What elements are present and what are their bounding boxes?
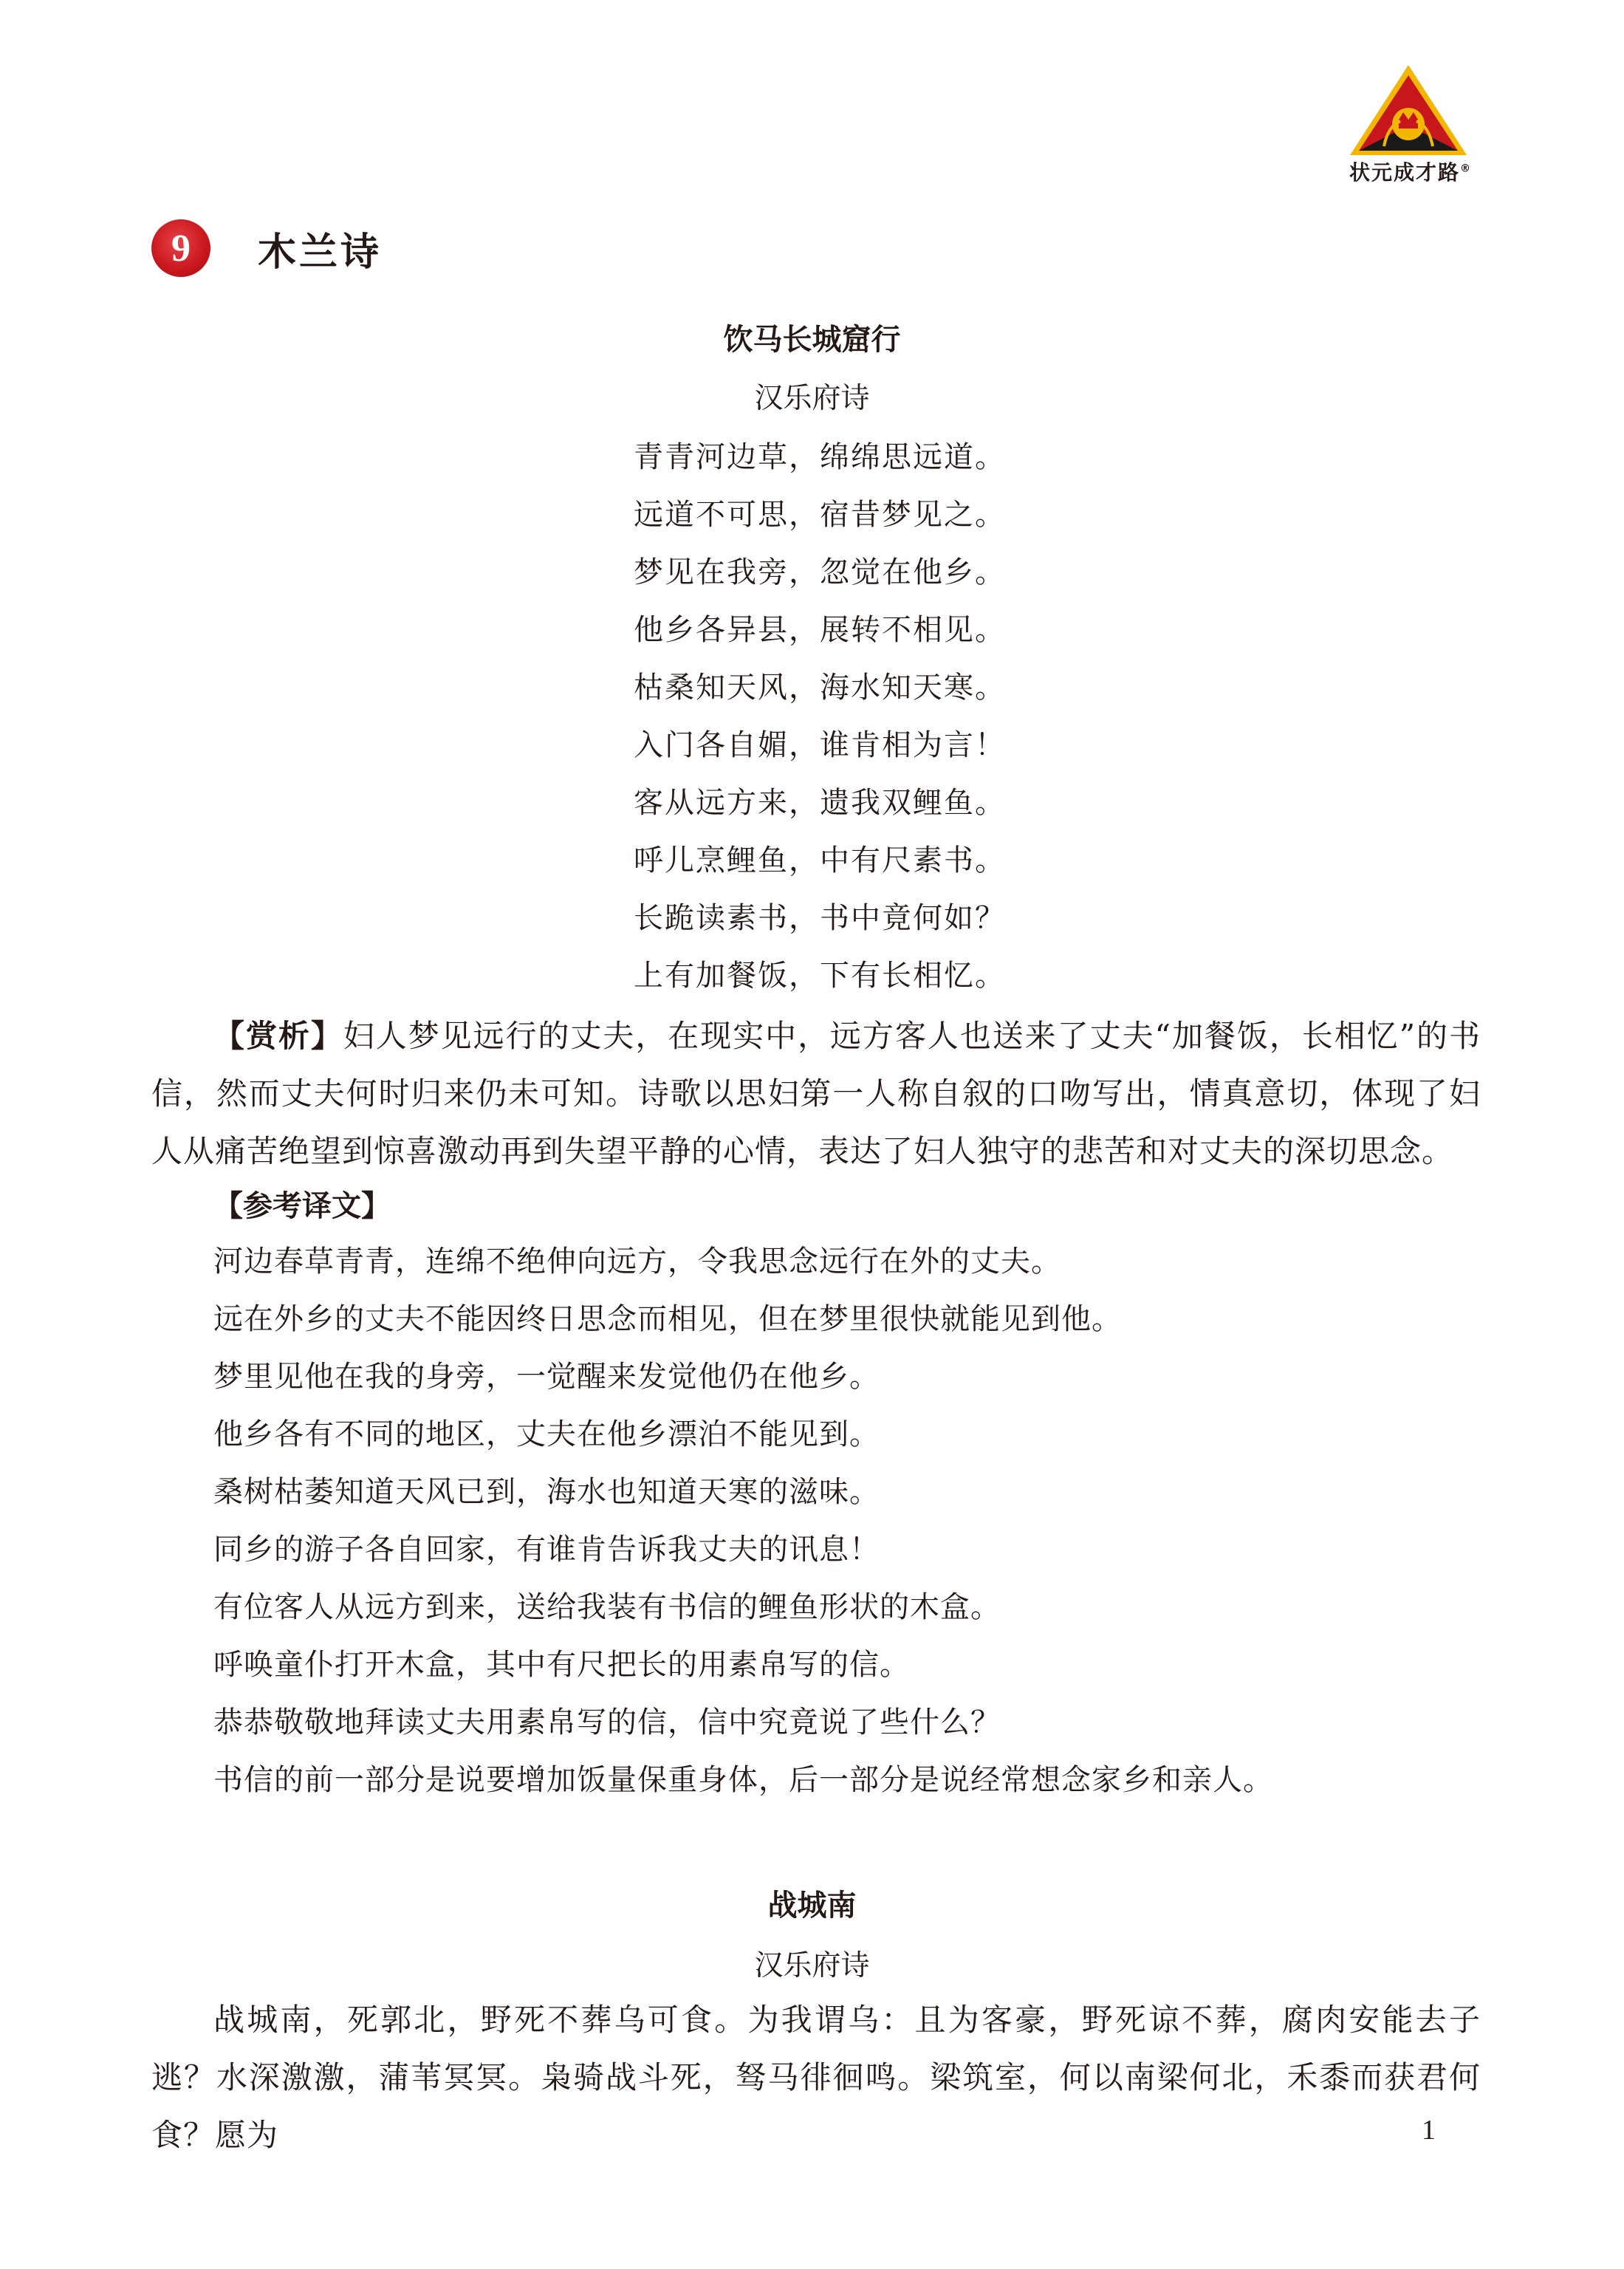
poem2-text: 战城南，死郭北，野死不葬乌可食。为我谓乌：且为客豪，野死谅不葬，腐肉安能去子逃？水深激激，蒲苇冥冥。枭骑战斗死，驽马徘徊鸣。梁筑室，何以南梁何北，禾黍而获君何食？愿为: [151, 2002, 1481, 2153]
translation-heading: 【参考译文】: [213, 1189, 391, 1223]
translation-line: 梦里见他在我的身旁，一觉醒来发觉他仍在他乡。: [213, 1360, 880, 1394]
appreciation-label: 【赏析】: [213, 1018, 343, 1054]
translation-line: 同乡的游子各自回家，有谁肯告诉我丈夫的讯息！: [213, 1533, 880, 1567]
translation-line: 书信的前一部分是说要增加饭量保重身体，后一部分是说经常想念家乡和亲人。: [213, 1763, 1273, 1797]
translation-line: 远在外乡的丈夫不能因终日思念而相见，但在梦里很快就能见到他。: [213, 1302, 1122, 1336]
translation-line: 恭恭敬敬地拜读丈夫用素帛写的信，信中究竟说了些什么？: [213, 1705, 1001, 1739]
poem2-title: 战城南: [767, 1889, 857, 1923]
poem1-verses: [634, 436, 1006, 1012]
chapter-number-badge: 9: [151, 219, 210, 277]
verse-line: 他乡各异县，展转不相见。: [634, 613, 1006, 647]
poem2-source: 汉乐府诗: [754, 1949, 870, 1982]
verse-line: 上有加餐饭，下有长相忆。: [634, 959, 1006, 993]
verse-line: 梦见在我旁，忽觉在他乡。: [634, 555, 1006, 589]
verse-line: 入门各自媚，谁肯相为言！: [634, 728, 1006, 762]
verse-line: 呼儿烹鲤鱼，中有尺素书。: [634, 843, 1006, 877]
translation-lines: [213, 1241, 1273, 1817]
appreciation-paragraph: [151, 1007, 1481, 1180]
verse-line: 青青河边草，绵绵思远道。: [634, 440, 1006, 474]
poem1-source: 汉乐府诗: [754, 382, 870, 415]
translation-line: 河边春草青青，连绵不绝伸向远方，令我思念远行在外的丈夫。: [213, 1245, 1061, 1279]
verse-line: 长跪读素书，书中竟何如？: [634, 901, 1006, 935]
translation-line: 呼唤童仆打开木盒，其中有尺把长的用素帛写的信。: [213, 1648, 910, 1682]
chapter-heading: [151, 211, 382, 285]
translation-line: 他乡各有不同的地区，丈夫在他乡漂泊不能见到。: [213, 1417, 880, 1451]
registered-mark: ®: [1460, 162, 1472, 175]
translation-line: 桑树枯萎知道天风已到，海水也知道天寒的滋味。: [213, 1475, 880, 1509]
page-number: 1: [1422, 2115, 1436, 2146]
translation-line: 有位客人从远方到来，送给我装有书信的鲤鱼形状的木盒。: [213, 1590, 1001, 1624]
poem1-title: 饮马长城窟行: [723, 323, 901, 357]
logo-caption: [1340, 157, 1481, 186]
logo-text: 状元成才路: [1349, 160, 1460, 185]
verse-line: 远道不可思，宿昔梦见之。: [634, 498, 1006, 532]
verse-line: 枯桑知天风，海水知天寒。: [634, 671, 1006, 705]
chapter-title: 木兰诗: [258, 230, 383, 275]
verse-line: 客从远方来，遗我双鲤鱼。: [634, 786, 1006, 820]
appreciation-text: 妇人梦见远行的丈夫，在现实中，远方客人也送来了丈夫“加餐饭，长相忆”的书信，然而丈夫何时归来仍未可知。诗歌以思妇第一人称自叙的口吻写出，情真意切，体现了妇人从痛苦绝望到惊喜激动再到失望平静的心情，表达了妇人独守的悲苦和对丈夫的深切思念。: [151, 1018, 1481, 1169]
